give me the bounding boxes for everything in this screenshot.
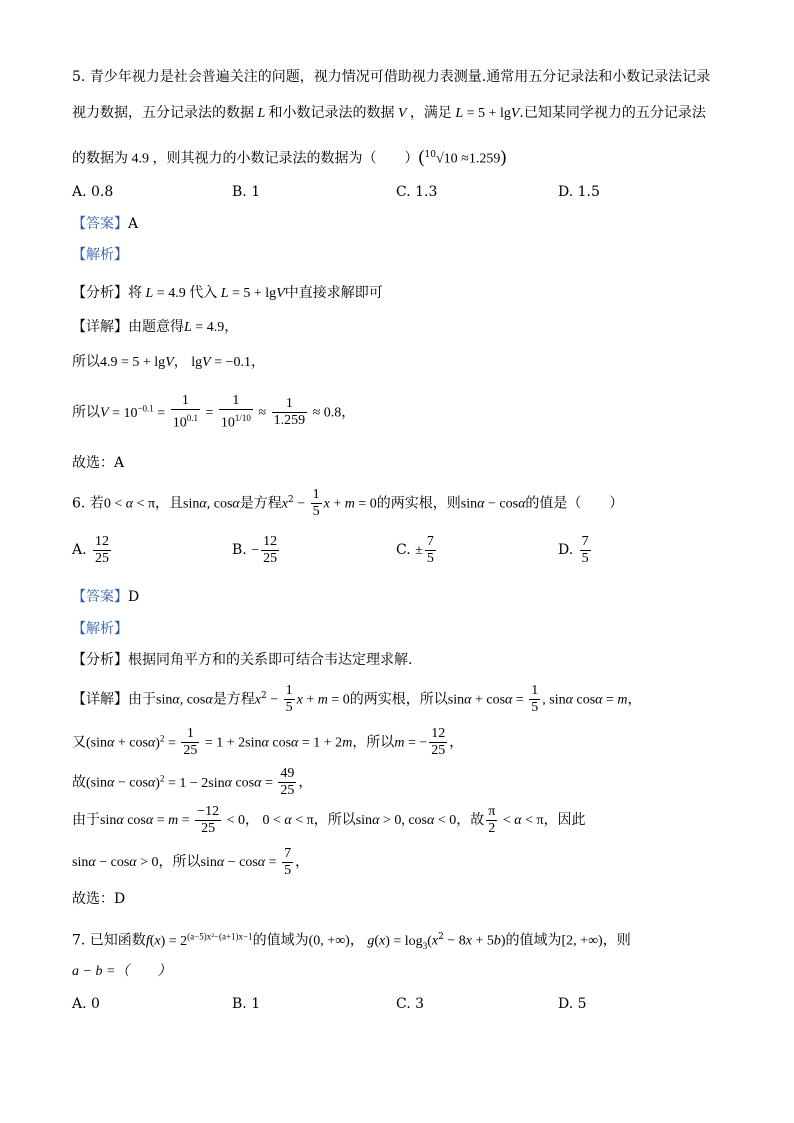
q5-stem-line2: 视力数据，五分记录法的数据 L 和小数记录法的数据 V ，满足 L = 5 + lgV.已知某同学视力的五分记录法 [72, 105, 706, 121]
q5-option-d: D. 1.5 [558, 184, 600, 200]
q6-detail-3: 故$(\sin\alpha - \cos\alpha)^2 = 1 - 2\sin\alpha$ cosα = $\frac{49}{25}$ ， [72, 766, 313, 799]
q5-detail: 【详解】由题意得L = 4.9， [72, 319, 239, 335]
q6-stem: 6. 若0 < α < π，且sinα, cosα是方程$x^2$ − $\frac{1}{5}$ x + m = 0的两实根，则sinα − cosα的值是（ ） [72, 487, 624, 520]
q6-option-c: C. ± $\frac{7}{5}$ [396, 533, 434, 566]
q7-option-a: A. 0 [72, 996, 100, 1012]
q5-option-a: A. 0.8 [72, 184, 114, 200]
q5-fenxi: 【分析】将 L = 4.9 代入 L = 5 + lgV中直接求解即可 [72, 285, 383, 301]
q7-option-b: B. 1 [232, 996, 261, 1012]
q6-answer: 【答案】D [72, 589, 140, 605]
q6-detail-2: 又$(\sin\alpha + \cos\alpha)^2$ = $\frac{1}{25}$ = 1 + 2sinα cosα = 1 + 2m，所以m = − $\frac{12}{25}$ ， [72, 726, 464, 759]
q5-choose: 故选：A [72, 455, 125, 471]
q5-step1: 所以4.9 = 5 + lgV， lgV = −0.1， [72, 354, 265, 370]
q5-option-b: B. 1 [232, 184, 261, 200]
q7-option-c: C. 3 [396, 996, 425, 1012]
q6-detail-5: sinα − cosα > 0，所以sinα − cosα = $\frac{7}{5}$ ， [72, 845, 310, 878]
q5-stem-line1: 5. 青少年视力是社会普遍关注的问题，视力情况可借助视力表测量.通常用五分记录法和小数记录法记录 [72, 69, 711, 85]
q6-detail-4: 由于sinα cosα = m = $\frac{-12}{25}$ < 0， 0 < α < π，所以sinα > 0, cosα < 0，故 $\frac{\pi}{2}$ < α < π，因此 [72, 803, 586, 836]
q6-fenxi: 【分析】根据同角平方和的关系即可结合韦达定理求解. [72, 652, 413, 668]
q6-option-d: D. $\frac{7}{5}$ [558, 533, 589, 566]
q6-detail-1: 【详解】由于sinα, cosα是方程$x^2$ − $\frac{1}{5}$ x + m = 0的两实根，所以sinα + cosα = $\frac{1}{5}$ , sinα cosα = m， [72, 683, 642, 716]
q5-answer: 【答案】A [72, 216, 139, 232]
q5-option-c: C. 1.3 [396, 184, 438, 200]
q6-option-b: B. − $\frac{12}{25}$ [232, 533, 278, 566]
q5-analysis-tag: 【解析】 [72, 247, 128, 263]
q7-option-d: D. 5 [558, 996, 587, 1012]
q7-stem-line2: a − b =（ ） [72, 964, 172, 979]
q6-choose: 故选：D [72, 891, 126, 907]
q5-step2: 所以$V = 10^{-0.1}$ = $\frac{1}{10^{0.1}}$ = $\frac{1}{10^{1/10}}$ ≈ $\frac{1}{1.259}$ ≈ 0.8， [72, 393, 356, 431]
q6-analysis-tag: 【解析】 [72, 621, 128, 637]
q5-stem-line3: 的数据为 4.9 ，则其视力的小数记录法的数据为（ ）($^{10}$√10 ≈1.259) [72, 146, 507, 167]
q6-option-a: A. $\frac{12}{25}$ [72, 533, 110, 566]
q7-stem: 7. 已知函数$f(x) = 2^{(a-5)x^2-(a+1)x-1}$的值域为(0, +∞)， $g(x) = \log_3(x^2 - 8x + 5b)$的值域为[2, +∞)，则 [72, 931, 631, 951]
